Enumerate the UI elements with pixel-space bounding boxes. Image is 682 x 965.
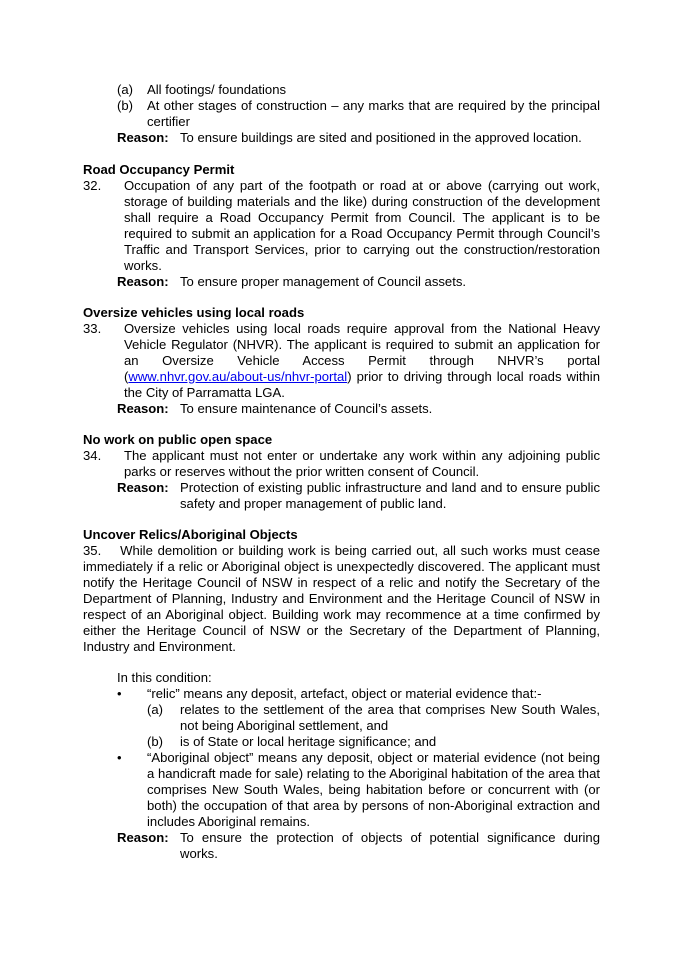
condition-number: 32.	[83, 178, 102, 193]
condition-body	[124, 321, 600, 401]
reason-label: Reason:	[117, 274, 169, 289]
list-item-a-label: (a)	[117, 82, 134, 97]
reason-text: To ensure the protection of objects of potential significance during works.	[180, 830, 600, 861]
condition-body	[83, 543, 600, 655]
bullet-icon: •	[117, 686, 122, 701]
nhvr-portal-link[interactable]: www.nhvr.gov.au/about-us/nhvr-portal	[128, 369, 348, 384]
reason-label: Reason:	[117, 130, 169, 145]
section-heading-open-space: No work on public open space	[83, 432, 273, 447]
list-item-b-text: At other stages of construction – any marks that are required by the principal certifier	[147, 98, 600, 129]
bullet-icon: •	[117, 750, 122, 765]
section-heading-road-occupancy: Road Occupancy Permit	[83, 162, 235, 177]
condition-number: 35.	[83, 543, 102, 558]
condition-body: Occupation of any part of the footpath or road at or above (carrying out work, storage of building materials and the like) during construction of the development shall require a Road Occupancy Permit from Council. The applicant is to be required to submit an application for a Road Occupancy Permit through Council’s Traffic and Transport Services, prior to carrying out the construction/restoration works.	[124, 178, 600, 273]
condition-body-text: While demolition or building work is being carried out, all such works must cease immediately if a relic or Aboriginal object is unexpectedly discovered. The applicant must notify the Heritage Council of NSW in respect of a relic and notify the Secretary of the Department of Planning, Industry and Environment and the Heritage Council of NSW in respect of an Aboriginal object. Building work may recommence at a time confirmed by either the Heritage Council of NSW or the Secretary of the Department of Planning, Industry and Environment.	[83, 543, 600, 654]
reason-label: Reason:	[117, 480, 169, 495]
sub-item-a-label: (a)	[147, 702, 164, 717]
reason-text: To ensure proper management of Council assets.	[180, 274, 467, 289]
condition-body-start: Oversize vehicles using local roads require approval from the National Heavy Vehicle Regulator (NHVR). The applicant is required to submit an application for an Oversize Vehicle Access Permit through NHVR’s portal (	[124, 321, 600, 384]
condition-body: The applicant must not enter or undertake any work within any adjoining public parks or reserves without the prior written consent of Council.	[124, 448, 600, 479]
definition-relic: “relic” means any deposit, artefact, object or material evidence that:-	[147, 686, 542, 701]
sub-item-b-label: (b)	[147, 734, 164, 749]
definition-aboriginal-object: “Aboriginal object” means any deposit, object or material evidence (not being a handicraft made for sale) relating to the Aboriginal habitation of the area that comprises New South Wales, being habitation before or concurrent with (or both) the occupation of that area by persons of non-Aboriginal extraction and includes Aboriginal remains.	[147, 750, 600, 829]
section-heading-oversize-vehicles: Oversize vehicles using local roads	[83, 305, 305, 320]
in-this-condition-label: In this condition:	[117, 670, 212, 685]
reason-text: To ensure maintenance of Council’s assets.	[180, 401, 433, 416]
section-heading-relics: Uncover Relics/Aboriginal Objects	[83, 527, 298, 542]
list-item-a-text: All footings/ foundations	[147, 82, 287, 97]
sub-item-a-text: relates to the settlement of the area that comprises New South Wales, not being Aboriginal settlement, and	[180, 702, 600, 733]
sub-item-b-text: is of State or local heritage significance; and	[180, 734, 437, 749]
reason-label: Reason:	[117, 830, 169, 845]
condition-body-end: ) prior to driving through local roads within the City of Parramatta LGA.	[124, 369, 600, 400]
reason-text: To ensure buildings are sited and positioned in the approved location.	[180, 130, 582, 145]
reason-text: Protection of existing public infrastructure and land and to ensure public safety and proper management of public land.	[180, 480, 600, 511]
list-item-b-label: (b)	[117, 98, 134, 113]
reason-label: Reason:	[117, 401, 169, 416]
condition-number: 34.	[83, 448, 102, 463]
condition-number: 33.	[83, 321, 102, 336]
